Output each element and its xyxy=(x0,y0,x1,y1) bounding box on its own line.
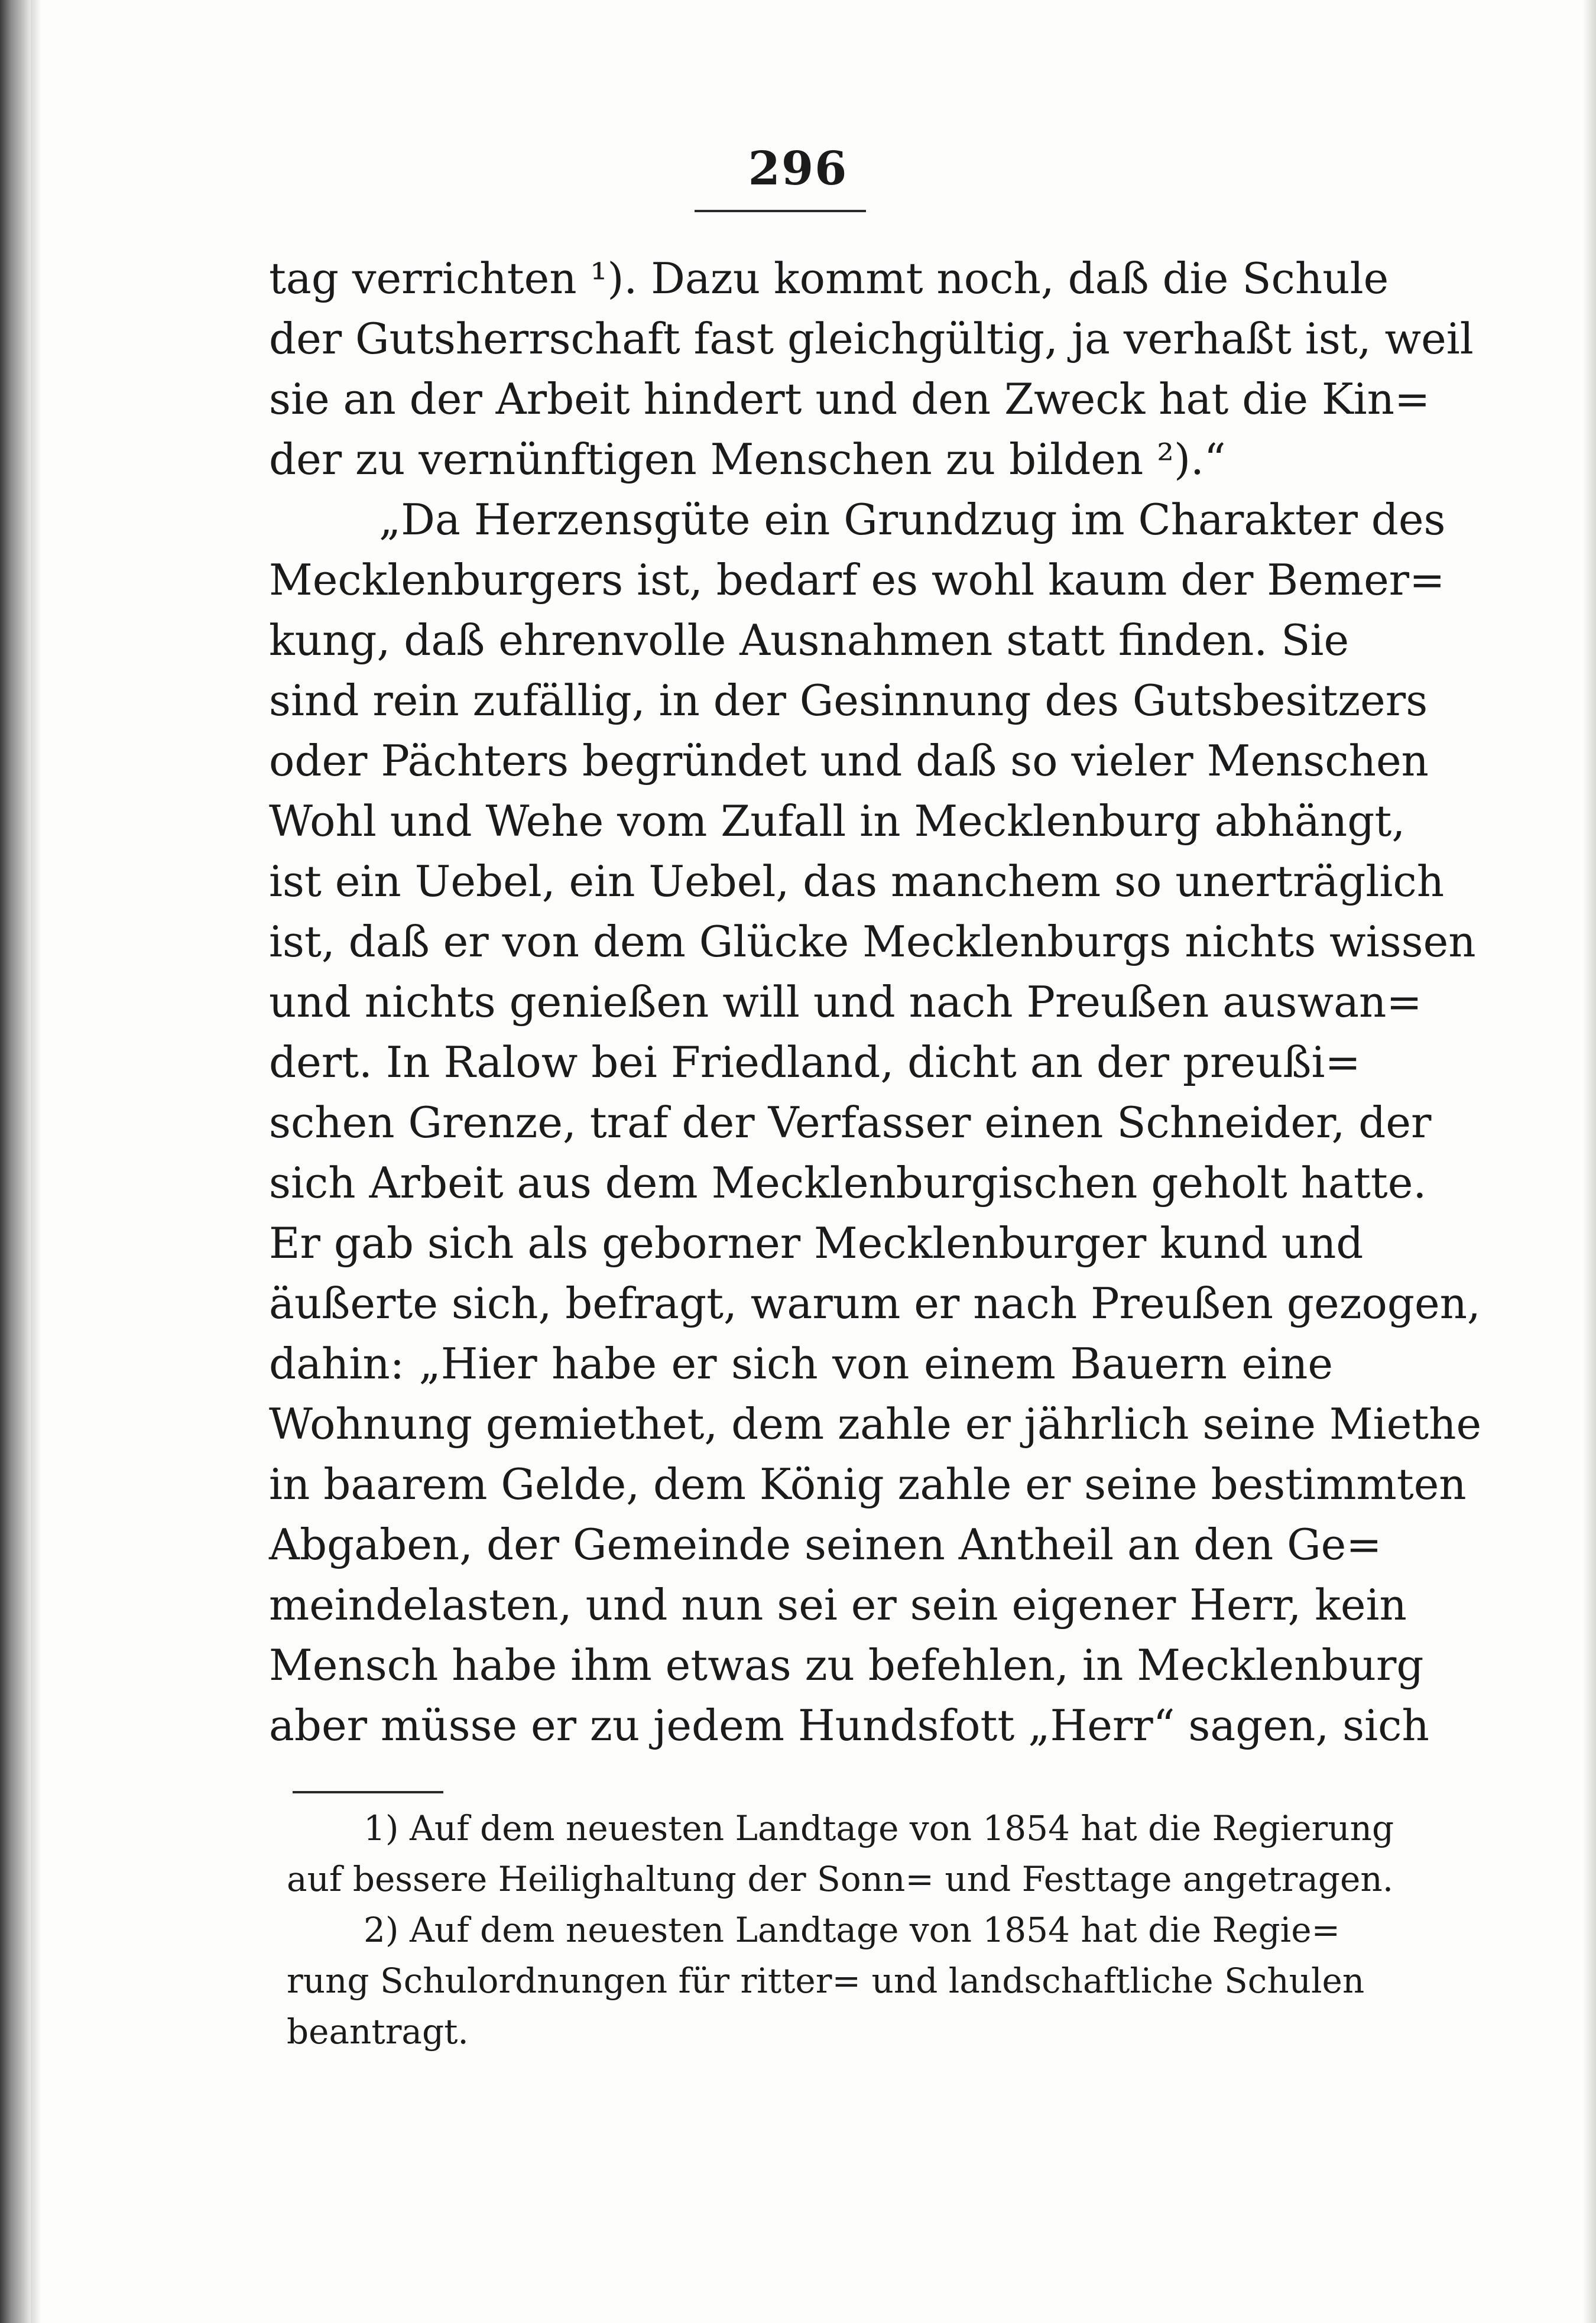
text-line: der zu vernünftigen Menschen zu bilden ²).“ xyxy=(269,434,1226,484)
footnote-line: 1) Auf dem neuesten Landtage von 1854 hat die Regierung xyxy=(364,1808,1394,1848)
page-edge-shadow xyxy=(1583,0,1596,2323)
text-line: Wohl und Wehe vom Zufall in Mecklenburg abhängt, xyxy=(269,796,1406,846)
text-line: dahin: „Hier habe er sich von einem Bauern eine xyxy=(269,1339,1333,1388)
text-line: „Da Herzensgüte ein Grundzug im Charakter des xyxy=(379,495,1446,544)
text-line: Mecklenburgers ist, bedarf es wohl kaum der Bemer= xyxy=(269,555,1445,605)
text-line: Er gab sich als geborner Mecklenburger kund und xyxy=(269,1218,1364,1268)
text-line: ist ein Uebel, ein Uebel, das manchem so unerträglich xyxy=(269,856,1445,906)
footnote-rule xyxy=(293,1791,443,1793)
page-gutter-fade xyxy=(31,0,41,2323)
text-line: dert. In Ralow bei Friedland, dicht an der preußi= xyxy=(269,1037,1361,1087)
text-line: kung, daß ehrenvolle Ausnahmen statt finden. Sie xyxy=(269,615,1350,665)
footnotes xyxy=(287,1803,1394,2057)
text-line: sie an der Arbeit hindert und den Zweck hat die Kin= xyxy=(269,374,1430,424)
text-line: äußerte sich, befragt, warum er nach Preußen gezogen, xyxy=(269,1279,1481,1328)
text-line: ist, daß er von dem Glücke Mecklenburgs nichts wissen xyxy=(269,917,1476,966)
body-text xyxy=(269,248,1482,1756)
text-line: sich Arbeit aus dem Mecklenburgischen geholt hatte. xyxy=(269,1158,1427,1208)
footnote-line: rung Schulordnungen für ritter= und landschaftliche Schulen xyxy=(287,1961,1365,2001)
text-line: aber müsse er zu jedem Hundsfott „Herr“ sagen, sich xyxy=(269,1701,1429,1750)
footnote-line: beantragt. xyxy=(287,2011,469,2052)
page-number: 296 xyxy=(748,142,848,196)
text-line: tag verrichten ¹). Dazu kommt noch, daß die Schule xyxy=(269,254,1389,303)
header-rule xyxy=(695,210,866,212)
text-line: schen Grenze, traf der Verfasser einen Schneider, der xyxy=(269,1098,1432,1147)
text-line: Wohnung gemiethet, dem zahle er jährlich seine Miethe xyxy=(269,1399,1482,1449)
text-line: der Gutsherrschaft fast gleichgültig, ja verhaßt ist, weil xyxy=(269,314,1474,364)
text-line: meindelasten, und nun sei er sein eigener Herr, kein xyxy=(269,1580,1407,1630)
text-line: und nichts genießen will und nach Preußen auswan= xyxy=(269,977,1422,1027)
text-line: oder Pächters begründet und daß so vieler Menschen xyxy=(269,736,1429,786)
text-line: sind rein zufällig, in der Gesinnung des Gutsbesitzers xyxy=(269,676,1428,725)
footnote-line: 2) Auf dem neuesten Landtage von 1854 hat die Regie= xyxy=(364,1910,1341,1950)
text-line: in baarem Gelde, dem König zahle er seine bestimmten xyxy=(269,1459,1467,1509)
page-gutter-shadow xyxy=(0,0,31,2323)
text-line: Mensch habe ihm etwas zu befehlen, in Mecklenburg xyxy=(269,1640,1424,1690)
text-line: Abgaben, der Gemeinde seinen Antheil an den Ge= xyxy=(269,1520,1382,1569)
footnote-line: auf bessere Heilighaltung der Sonn= und Festtage angetragen. xyxy=(287,1859,1394,1899)
